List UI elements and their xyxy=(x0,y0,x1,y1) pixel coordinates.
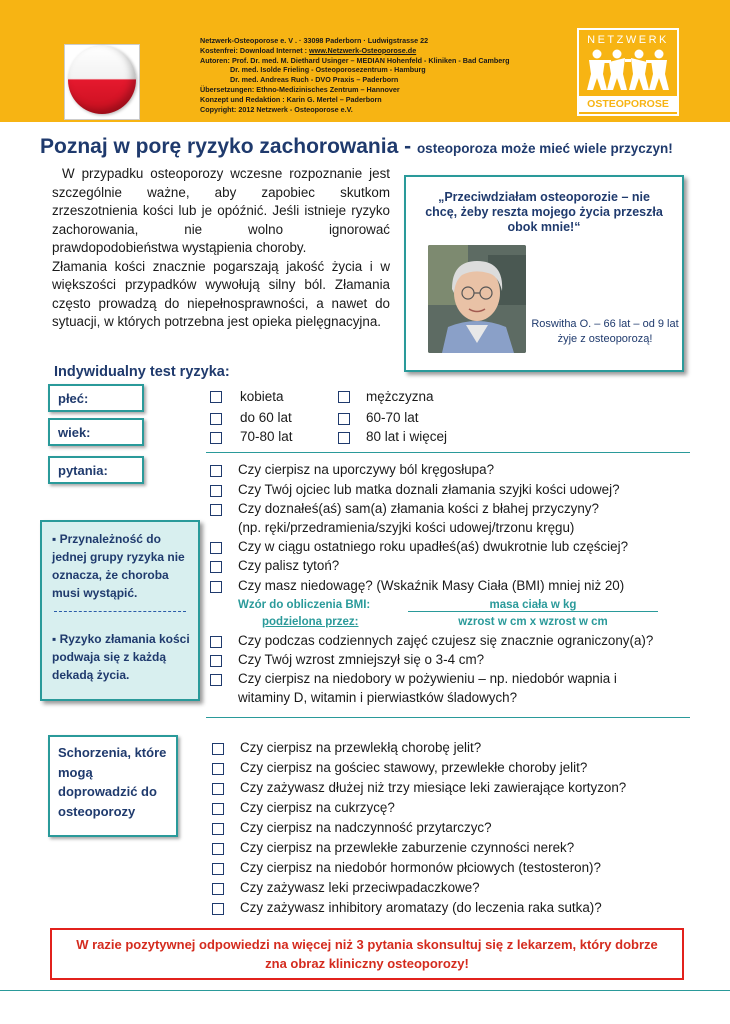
imprint-download-label: Kostenfrei: Download Internet : xyxy=(200,45,310,55)
option-age-under-60: do 60 lat xyxy=(240,410,292,425)
question-text: witaminy D, witamin i pierwiastków śladowych? xyxy=(238,690,518,705)
testimonial-box xyxy=(404,175,684,372)
people-figures-icon xyxy=(583,48,673,92)
info-divider xyxy=(54,611,186,612)
question-text: Czy masz niedowagę? (Wskaźnik Masy Ciała (BMI) mniej niż 20) xyxy=(238,578,625,593)
section-divider xyxy=(206,717,690,718)
checkbox-age-80-plus[interactable] xyxy=(338,432,350,444)
logo-top-text: NETZWERK xyxy=(587,34,669,46)
question-text: Czy Twój wzrost zmniejszył się o 3-4 cm? xyxy=(238,652,485,667)
diseases-label-box xyxy=(48,735,178,837)
disease-checkbox[interactable] xyxy=(212,743,224,755)
testimonial-caption: Roswitha O. – 66 lat – od 9 lat żyje z osteoporozą! xyxy=(531,318,679,345)
info-point-1-text: Przynależność do jednej grupy ryzyka nie oznacza, że choroba musi wystąpić. xyxy=(52,532,185,600)
checkbox-age-60-70[interactable] xyxy=(338,413,350,425)
question-text: Czy cierpisz na uporczywy ból kręgosłupa? xyxy=(238,462,495,477)
question-checkbox[interactable] xyxy=(210,465,222,477)
intro-paragraph-1: W przypadku osteoporozy wczesne rozpoznanie jest szczególnie ważne, aby zapobiec skutkom zrzeszotnienia kości lub je opóźnić. Jeśli istnieje ryzyko zachorowania, nie wolno ignorować prawdopodobieństwa wystąpienia choroby. xyxy=(52,166,390,255)
question-text: Czy podczas codziennych zajęć czujesz się znacznie ograniczony(a)? xyxy=(238,633,654,648)
website-link[interactable]: www.Netzwerk-Osteoporose.de xyxy=(309,45,417,55)
question-checkbox[interactable] xyxy=(210,485,222,497)
question-text: Czy Twój ojciec lub matka doznali złamania szyjki kości udowej? xyxy=(238,482,620,497)
logo-bottom-text: OSTEOPOROSE xyxy=(579,96,677,112)
info-point-2-text: Ryzyko złamania kości podwaja się z każdą dekadą życia. xyxy=(52,632,190,682)
bmi-formula-label: Wzór do obliczenia BMI: xyxy=(238,599,371,611)
portrait-image xyxy=(428,245,526,353)
disease-text: Czy cierpisz na przewlekłą chorobę jelit? xyxy=(240,740,482,755)
netzwerk-osteoporose-logo xyxy=(577,28,679,116)
portrait-photo xyxy=(428,245,526,353)
checkbox-age-70-80[interactable] xyxy=(210,432,222,444)
warning-box xyxy=(50,928,684,980)
disease-text: Czy cierpisz na niedobór hormonów płciowych (testosteron)? xyxy=(240,860,601,875)
imprint-authors: Autoren: Prof. Dr. med. M. Diethard Usinger – MEDIAN Hohenfeld - Kliniken - Bad Camberg xyxy=(200,55,510,65)
bmi-denominator: wzrost w cm x wzrost w cm xyxy=(458,616,608,628)
warning-line-1: W razie pozytywnej odpowiedzi na więcej niż 3 pytania skonsultuj się z lekarzem, który dobrze xyxy=(76,937,658,952)
bmi-divider-label: podzielona przez: xyxy=(262,616,359,628)
question-checkbox[interactable] xyxy=(210,504,222,516)
disease-text: Czy zażywasz inhibitory aromatazy (do leczenia raka sutka)? xyxy=(240,900,602,915)
option-female: kobieta xyxy=(240,389,284,404)
warning-line-2: zna obraz kliniczny osteoporozy! xyxy=(265,956,469,971)
disease-checkbox[interactable] xyxy=(212,843,224,855)
imprint-author-2: Dr. med. Isolde Frieling - Osteoporosezentrum - Hamburg xyxy=(230,65,426,75)
intro-paragraph-2: Złamania kości znacznie pogarszają jakość życia i w większości przypadków wywołują silny ból. Złamania często prowadzą do niepełnosprawności, a nawet do sytuacji, w których potrzebna jest opieka pielęgnacyjna. xyxy=(52,258,390,329)
intro-text xyxy=(52,165,390,332)
question-checkbox[interactable] xyxy=(210,674,222,686)
imprint-author-3: Dr. med. Andreas Ruch - DVO Praxis – Paderborn xyxy=(230,75,399,85)
question-checkbox[interactable] xyxy=(210,561,222,573)
poland-flag-icon xyxy=(68,46,136,114)
question-text: Czy palisz tytoń? xyxy=(238,558,340,573)
disease-checkbox[interactable] xyxy=(212,883,224,895)
disease-checkbox[interactable] xyxy=(212,783,224,795)
imprint xyxy=(200,36,560,114)
option-age-70-80: 70-80 lat xyxy=(240,429,293,444)
imprint-concept: Konzept und Redaktion : Karin G. Mertel – Paderborn xyxy=(200,94,382,104)
question-text: Czy doznałeś(aś) sam(a) złamania kości z błahej przyczyny? xyxy=(238,501,599,516)
test-title: Indywidualny test ryzyka: xyxy=(54,364,230,380)
disease-checkbox[interactable] xyxy=(212,823,224,835)
question-checkbox[interactable] xyxy=(210,636,222,648)
page-title xyxy=(40,135,720,159)
question-checkbox[interactable] xyxy=(210,542,222,554)
imprint-copyright: Copyright: 2012 Netzwerk - Osteoporose e.V. xyxy=(200,104,353,114)
label-age: wiek: xyxy=(48,418,144,446)
disease-checkbox[interactable] xyxy=(212,863,224,875)
label-questions: pytania: xyxy=(48,456,144,484)
disease-text: Czy cierpisz na przewlekłe zaburzenie czynności nerek? xyxy=(240,840,575,855)
imprint-translations: Übersetzungen: Ethno-Medizinisches Zentrum – Hannover xyxy=(200,84,400,94)
question-checkbox[interactable] xyxy=(210,581,222,593)
imprint-download xyxy=(200,46,560,56)
disease-text: Czy cierpisz na nadczynność przytarczyc? xyxy=(240,820,492,835)
disease-checkbox[interactable] xyxy=(212,763,224,775)
checkbox-age-under-60[interactable] xyxy=(210,413,222,425)
info-point-1: ▪ Przynależność do jednej grupy ryzyka nie oznacza, że choroba musi wystąpić. xyxy=(52,532,185,600)
diseases-label: Schorzenia, które mogą doprowadzić do osteoporozy xyxy=(58,745,167,819)
bmi-numerator: masa ciała w kg xyxy=(408,599,658,612)
disease-text: Czy cierpisz na cukrzycę? xyxy=(240,800,395,815)
option-age-80-plus: 80 lat i więcej xyxy=(366,429,448,444)
checkbox-male[interactable] xyxy=(338,391,350,403)
title-sub: osteoporoza może mieć wiele przyczyn! xyxy=(416,141,673,156)
disease-text: Czy cierpisz na gościec stawowy, przewlekłe choroby jelit? xyxy=(240,760,588,775)
option-male: mężczyzna xyxy=(366,389,434,404)
disease-text: Czy zażywasz dłużej niż trzy miesiące leki zawierające kortyzon? xyxy=(240,780,627,795)
disease-checkbox[interactable] xyxy=(212,803,224,815)
question-text: Czy w ciągu ostatniego roku upadłeś(aś) dwukrotnie lub częściej? xyxy=(238,539,629,554)
question-text: (np. ręki/przedramienia/szyjki kości udowej/trzonu kręgu) xyxy=(238,520,575,535)
disease-text: Czy zażywasz leki przeciwpadaczkowe? xyxy=(240,880,480,895)
info-point-2: ▪ Ryzyko złamania kości podwaja się z każdą dekadą życia. xyxy=(52,632,190,682)
title-main: Poznaj w porę ryzyko zachorowania - xyxy=(40,135,417,158)
option-age-60-70: 60-70 lat xyxy=(366,410,419,425)
checkbox-female[interactable] xyxy=(210,391,222,403)
question-checkbox[interactable] xyxy=(210,655,222,667)
label-sex: płeć: xyxy=(48,384,144,412)
question-text: Czy cierpisz na niedobory w pożywieniu – np. niedobór wapnia i xyxy=(238,671,617,686)
bottom-divider xyxy=(0,990,730,991)
section-divider xyxy=(206,452,690,453)
info-box xyxy=(40,520,200,701)
imprint-address: Netzwerk-Osteoporose e. V . · 33098 Paderborn · Ludwigstrasse 22 xyxy=(200,36,429,45)
disease-checkbox[interactable] xyxy=(212,903,224,915)
testimonial-quote: „Przeciwdziałam osteoporozie – nie chcę, żeby reszta mojego życia przeszła obok mnie!“ xyxy=(425,190,663,234)
